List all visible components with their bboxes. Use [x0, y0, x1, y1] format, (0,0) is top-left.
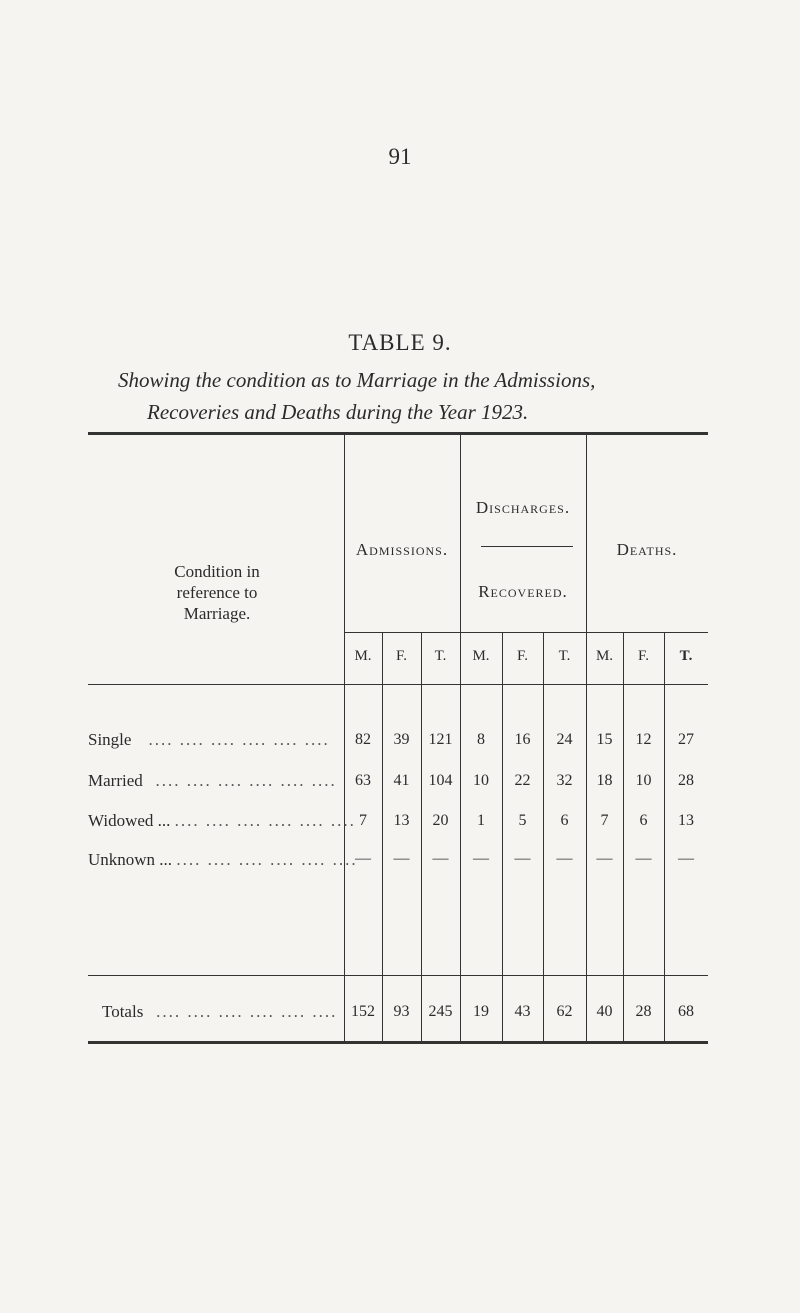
cell-widowed-rec-f: 5	[518, 812, 527, 829]
cell-widowed-dth-t: 13	[678, 812, 694, 829]
admissions-t-header: T.	[434, 648, 447, 664]
cell-unknown-rec-f: —	[514, 850, 531, 867]
row-label-married: Married .... .... .... .... .... ....	[88, 771, 337, 790]
cell-single-rec-f: 16	[514, 731, 531, 748]
recovered-t-header: T.	[558, 648, 571, 664]
cell-widowed-dth-f: 6	[639, 812, 648, 829]
page-number: 91	[388, 144, 412, 169]
admissions-f-header: F.	[396, 648, 407, 664]
row-label-widowed: Widowed ... .... .... .... .... .... ....	[88, 811, 356, 830]
cell-widowed-rec-t: 6	[560, 812, 569, 829]
cell-married-dth-t: 28	[678, 772, 694, 789]
cell-single-dth-f: 12	[635, 731, 652, 748]
cell-married-adm-m: 63	[355, 772, 371, 789]
table-subtitle-line-1: Showing the condition as to Marriage in the Admissions,	[118, 368, 596, 392]
cell-single-adm-f: 39	[393, 731, 410, 748]
cell-totals-dth-t: 68	[678, 1003, 694, 1020]
cell-unknown-rec-m: —	[473, 850, 489, 867]
cell-unknown-adm-m: —	[355, 850, 371, 867]
discharges-header: Discharges.	[475, 498, 571, 517]
subheader-top-rule	[344, 632, 708, 633]
deaths-t-header: T.	[679, 648, 693, 664]
col-rule-d-ft	[664, 632, 665, 1044]
cell-widowed-adm-t: 20	[432, 812, 449, 829]
condition-header-2: reference to	[176, 583, 258, 602]
col-rule-a-mf	[382, 632, 383, 1044]
cell-totals-adm-f: 93	[393, 1003, 410, 1020]
condition-header-1: Condition in	[174, 562, 260, 581]
cell-single-adm-m: 82	[355, 731, 371, 748]
cell-totals-adm-m: 152	[351, 1003, 375, 1020]
admissions-m-header: M.	[354, 648, 372, 664]
cell-totals-dth-m: 40	[596, 1003, 613, 1020]
cell-married-rec-m: 10	[473, 772, 489, 789]
cell-married-adm-f: 41	[393, 772, 410, 789]
top-rule	[88, 432, 708, 435]
cell-unknown-adm-t: —	[432, 850, 449, 867]
cell-married-adm-t: 104	[428, 772, 453, 789]
cell-widowed-adm-m: 7	[359, 812, 367, 829]
deaths-m-header: M.	[595, 648, 614, 664]
col-rule-r-ft	[543, 632, 544, 1044]
cell-totals-rec-m: 19	[473, 1003, 489, 1020]
cell-totals-dth-f: 28	[635, 1003, 652, 1020]
cell-married-rec-t: 32	[556, 772, 573, 789]
cell-widowed-rec-m: 1	[477, 812, 485, 829]
deaths-header: Deaths.	[616, 540, 678, 559]
recovered-header: Recovered.	[478, 582, 568, 601]
cell-unknown-dth-f: —	[635, 850, 652, 867]
deaths-f-header: F.	[638, 648, 649, 664]
table-title: TABLE 9.	[348, 330, 452, 355]
header-bottom-rule	[88, 684, 708, 685]
marriage-condition-table	[88, 432, 708, 1047]
cell-single-dth-m: 15	[596, 731, 613, 748]
cell-totals-adm-t: 245	[428, 1003, 453, 1020]
bottom-rule	[88, 1041, 708, 1044]
cell-single-dth-t: 27	[678, 731, 694, 748]
col-rule-d-mf	[623, 632, 624, 1044]
admissions-header: Admissions.	[355, 540, 449, 559]
cell-married-dth-m: 18	[596, 772, 613, 789]
cell-single-rec-m: 8	[477, 731, 485, 748]
col-rule-a-ft	[421, 632, 422, 1044]
cell-unknown-rec-t: —	[556, 850, 573, 867]
cell-unknown-dth-m: —	[596, 850, 613, 867]
recovered-m-header: M.	[472, 648, 490, 664]
col-rule-r-mf	[502, 632, 503, 1044]
row-label-single: Single .... .... .... .... .... ....	[88, 730, 330, 749]
cell-widowed-adm-f: 13	[393, 812, 410, 829]
condition-header-3: Marriage.	[183, 604, 251, 623]
cell-totals-rec-t: 62	[556, 1003, 573, 1020]
row-label-totals: Totals .... .... .... .... .... ....	[102, 1002, 338, 1021]
discharges-divider	[481, 546, 573, 547]
cell-totals-rec-f: 43	[514, 1003, 531, 1020]
totals-top-rule	[88, 975, 708, 976]
cell-single-rec-t: 24	[556, 731, 573, 748]
cell-widowed-dth-m: 7	[600, 812, 609, 829]
recovered-f-header: F.	[517, 648, 528, 664]
table-subtitle-line-2: Recoveries and Deaths during the Year 1923.	[147, 400, 529, 424]
cell-single-adm-t: 121	[428, 731, 453, 748]
cell-unknown-adm-f: —	[393, 850, 410, 867]
row-label-unknown: Unknown ... .... .... .... .... .... ....	[88, 850, 358, 869]
cell-married-dth-f: 10	[635, 772, 652, 789]
cell-unknown-dth-t: —	[678, 850, 694, 867]
cell-married-rec-f: 22	[514, 772, 531, 789]
